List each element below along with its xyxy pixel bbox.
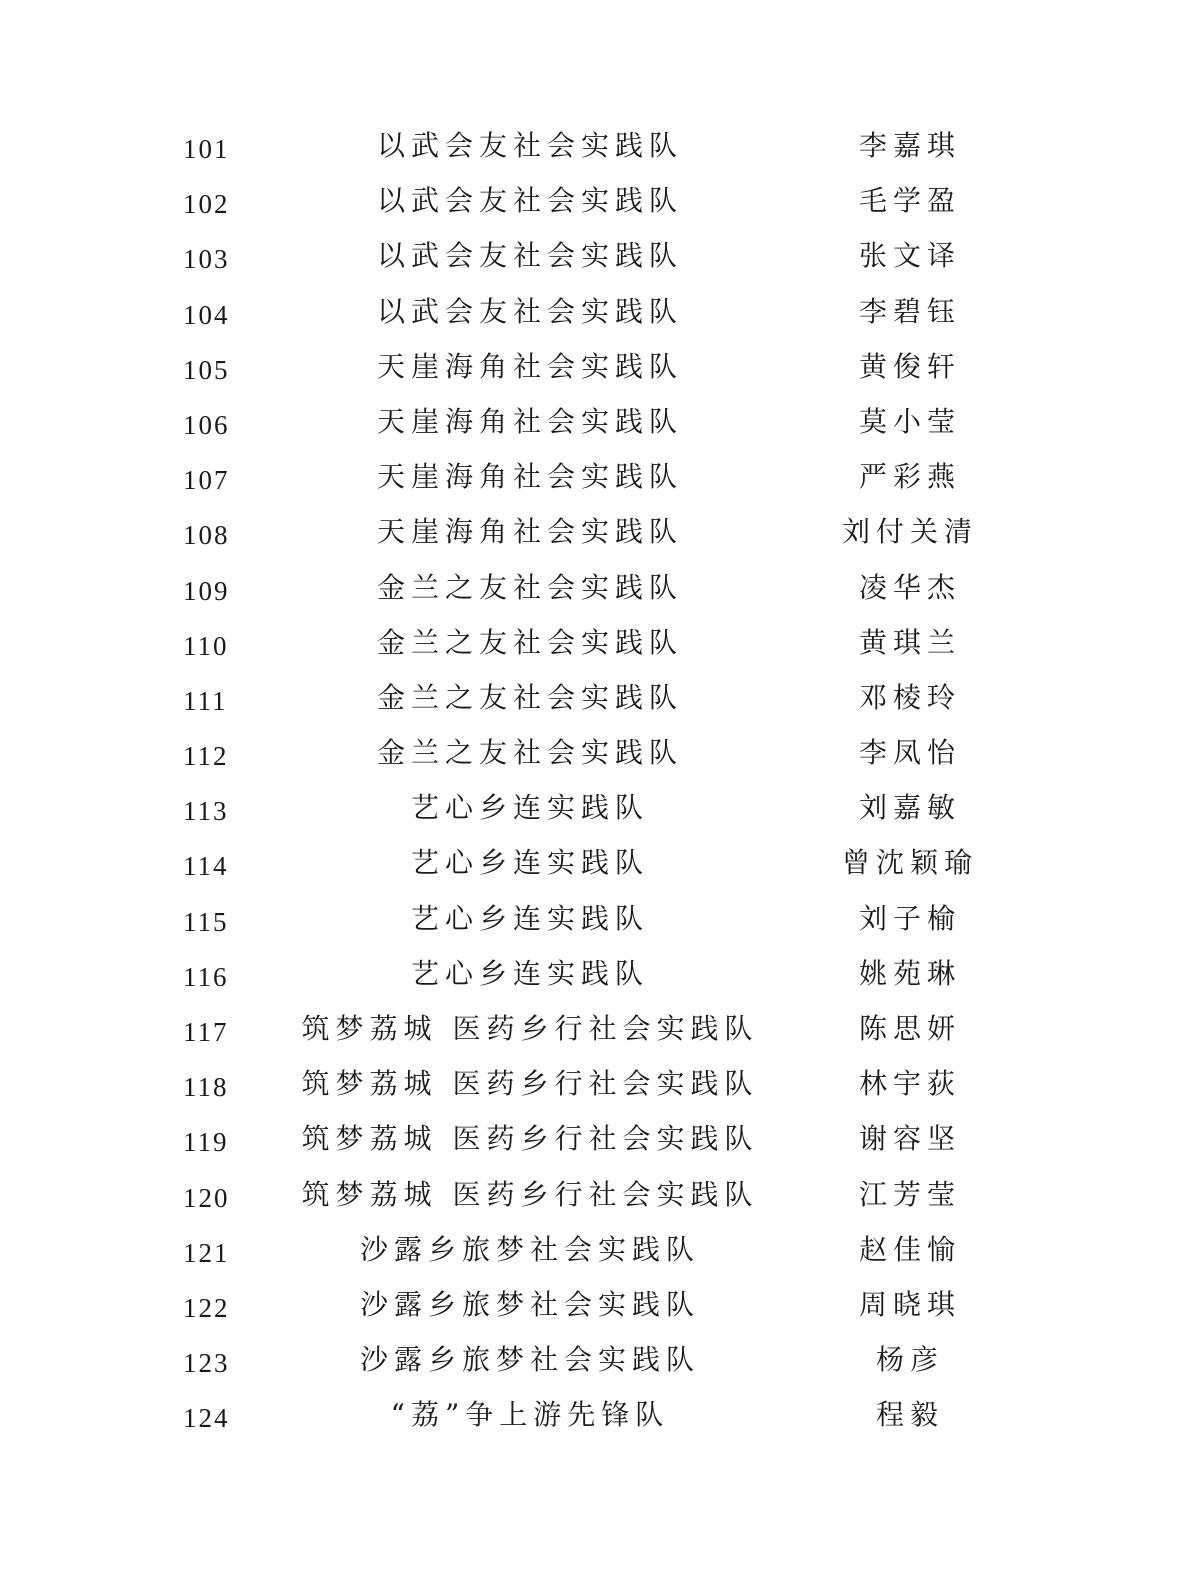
row-number: 123	[183, 1348, 230, 1379]
row-number: 111	[183, 685, 228, 716]
row-number: 121	[183, 1237, 230, 1268]
list-item	[0, 835, 1179, 890]
team-name: 金兰之友社会实践队	[376, 736, 683, 770]
list-item	[0, 1167, 1179, 1222]
list-item	[0, 946, 1179, 1001]
list-item	[0, 1387, 1179, 1442]
member-name: 林宇荻	[858, 1067, 961, 1101]
list-item	[0, 339, 1179, 394]
list-item	[0, 284, 1179, 339]
member-name: 李嘉琪	[858, 129, 961, 162]
row-number: 117	[183, 1017, 229, 1047]
member-name: 黄琪兰	[858, 625, 961, 659]
row-number: 118	[183, 1072, 229, 1103]
team-name: 沙露乡旅梦社会实践队	[359, 1287, 700, 1321]
team-name: 筑梦荔城 医药乡行社会实践队	[301, 1012, 759, 1045]
row-number: 119	[183, 1127, 229, 1158]
team-name: 天崖海角社会实践队	[376, 404, 683, 438]
row-number: 105	[183, 354, 230, 385]
roster-list	[0, 118, 1179, 1443]
member-name: 张文译	[858, 239, 961, 273]
member-name: 黄俊轩	[858, 349, 961, 383]
list-item	[0, 228, 1179, 283]
row-number: 109	[183, 575, 230, 606]
list-item	[0, 615, 1179, 670]
team-name: 筑梦荔城 医药乡行社会实践队	[301, 1122, 759, 1156]
row-number: 102	[183, 189, 230, 220]
row-number: 103	[183, 244, 230, 275]
row-number: 108	[183, 520, 230, 551]
member-name: 谢容坚	[858, 1122, 961, 1156]
team-name: 以武会友社会实践队	[376, 294, 683, 328]
member-name: 周晓琪	[858, 1287, 961, 1321]
list-item	[0, 1111, 1179, 1166]
row-number: 115	[183, 906, 229, 937]
team-name: 天崖海角社会实践队	[376, 460, 683, 494]
team-name: 艺心乡连实践队	[410, 791, 649, 825]
member-name: 李碧钰	[858, 294, 961, 328]
list-item	[0, 780, 1179, 835]
team-name: 艺心乡连实践队	[410, 901, 649, 935]
member-name: 刘付关清	[841, 515, 978, 549]
list-item	[0, 1001, 1179, 1056]
team-name: 金兰之友社会实践队	[376, 680, 683, 714]
team-name: 筑梦荔城 医药乡行社会实践队	[301, 1067, 759, 1101]
row-number: 113	[183, 796, 229, 827]
row-number: 107	[183, 465, 230, 496]
team-name: 艺心乡连实践队	[410, 846, 649, 880]
member-name: 邓棱玲	[858, 680, 961, 714]
member-name: 刘子榆	[858, 901, 961, 935]
team-name: 沙露乡旅梦社会实践队	[359, 1343, 700, 1377]
team-name: 筑梦荔城 医药乡行社会实践队	[301, 1177, 759, 1211]
list-item	[0, 449, 1179, 504]
row-number: 106	[183, 409, 230, 440]
row-number: 116	[183, 961, 229, 992]
team-name: 以武会友社会实践队	[376, 129, 683, 162]
row-number: 104	[183, 299, 230, 330]
member-name: 程毅	[875, 1398, 944, 1432]
list-item	[0, 1056, 1179, 1111]
member-name: 毛学盈	[858, 184, 961, 218]
member-name: 凌华杰	[858, 570, 961, 604]
member-name: 李凤怡	[858, 736, 961, 770]
row-number: 114	[183, 851, 229, 882]
member-name: 严彩燕	[858, 460, 961, 494]
list-item	[0, 891, 1179, 946]
member-name: 曾沈颖瑜	[841, 846, 978, 880]
list-item	[0, 560, 1179, 615]
member-name: 赵佳愉	[858, 1232, 961, 1266]
member-name: 姚苑琳	[858, 956, 961, 990]
list-item	[0, 1332, 1179, 1387]
list-item	[0, 504, 1179, 559]
list-item	[0, 394, 1179, 449]
list-item	[0, 173, 1179, 228]
team-name: 金兰之友社会实践队	[376, 625, 683, 659]
row-number: 110	[183, 630, 229, 661]
team-name: 金兰之友社会实践队	[376, 570, 683, 604]
list-item	[0, 1222, 1179, 1277]
team-name: 艺心乡连实践队	[410, 956, 649, 990]
team-name: 以武会友社会实践队	[376, 239, 683, 273]
member-name: 莫小莹	[858, 404, 961, 438]
row-number: 122	[183, 1292, 230, 1323]
team-name: 天崖海角社会实践队	[376, 515, 683, 549]
list-item	[0, 118, 1179, 173]
team-name: 沙露乡旅梦社会实践队	[359, 1232, 700, 1266]
member-name: 江芳莹	[858, 1177, 961, 1211]
member-name: 陈思妍	[858, 1012, 961, 1045]
team-name: 以武会友社会实践队	[376, 184, 683, 218]
team-name: 天崖海角社会实践队	[376, 349, 683, 383]
member-name: 刘嘉敏	[858, 791, 961, 825]
row-number: 112	[183, 741, 229, 772]
list-item	[0, 1277, 1179, 1332]
member-name: 杨彦	[875, 1343, 944, 1377]
row-number: 124	[183, 1403, 230, 1434]
row-number: 101	[183, 134, 230, 164]
row-number: 120	[183, 1182, 230, 1213]
team-name: “荔”争上游先锋队	[390, 1398, 670, 1432]
list-item	[0, 725, 1179, 780]
list-item	[0, 670, 1179, 725]
